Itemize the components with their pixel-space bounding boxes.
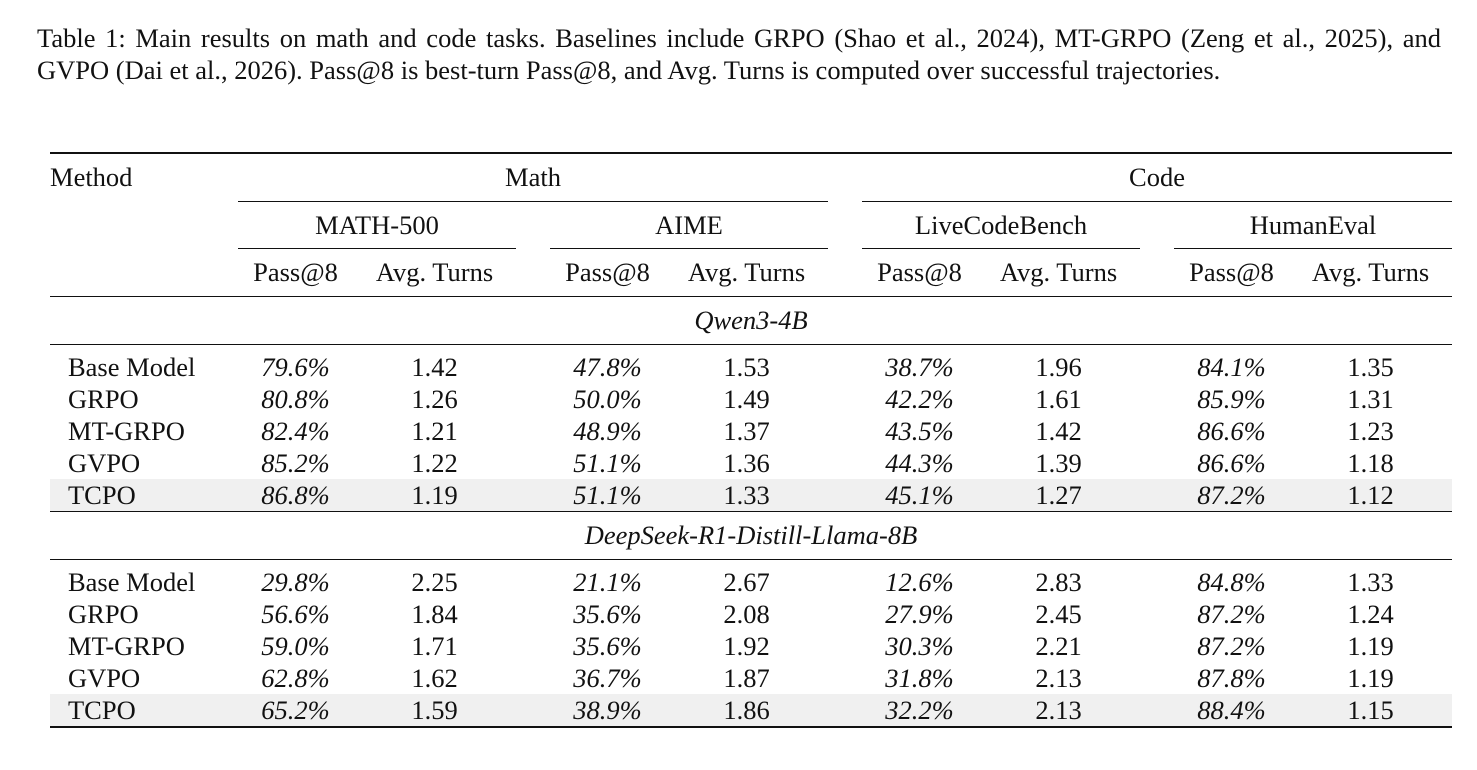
- header-method: Method: [50, 162, 133, 193]
- pass-at-8-cell: 59.0%: [261, 630, 330, 661]
- column-gap: [516, 598, 550, 630]
- column-gap: [1140, 630, 1174, 662]
- header-code: Code: [862, 153, 1452, 202]
- pass-at-8-cell: 35.6%: [573, 630, 642, 661]
- pass-at-8-cell: 44.3%: [885, 447, 954, 478]
- avg-turns-cell: 1.26: [411, 383, 458, 414]
- pass-at-8-cell: 30.3%: [885, 630, 954, 661]
- column-gap: [828, 598, 862, 630]
- pass-at-8-cell: 56.6%: [261, 598, 330, 629]
- pass-at-8-cell: 88.4%: [1174, 694, 1289, 727]
- column-gap: [516, 383, 550, 415]
- avg-turns-cell: 1.96: [1035, 351, 1082, 382]
- column-gap: [1140, 383, 1174, 415]
- header-dataset: MATH-500: [238, 202, 516, 249]
- pass-at-8-cell: 85.2%: [261, 447, 330, 478]
- column-gap: [516, 662, 550, 694]
- pass-at-8-cell: 82.4%: [261, 415, 330, 446]
- avg-turns-cell: 2.08: [723, 598, 770, 629]
- column-gap: [828, 383, 862, 415]
- pass-at-8-cell: 45.1%: [862, 479, 977, 512]
- avg-turns-cell: 1.84: [411, 598, 458, 629]
- column-gap: [828, 560, 862, 599]
- method-name: MT-GRPO: [68, 630, 185, 661]
- header-row-datasets: [50, 202, 1452, 249]
- avg-turns-cell: 1.19: [353, 479, 516, 512]
- pass-at-8-cell: 21.1%: [573, 566, 642, 597]
- header-turns: Avg. Turns: [687, 257, 806, 287]
- header-row-metrics: [50, 249, 1452, 297]
- header-turns: Avg. Turns: [1311, 257, 1430, 287]
- column-gap: [516, 447, 550, 479]
- model-name: Qwen3-4B: [50, 297, 1452, 345]
- pass-at-8-cell: 85.9%: [1197, 383, 1266, 414]
- pass-at-8-cell: 32.2%: [862, 694, 977, 727]
- column-gap: [828, 479, 862, 512]
- header-pass: Pass@8: [253, 257, 338, 287]
- column-gap: [1140, 345, 1174, 384]
- column-gap: [516, 630, 550, 662]
- pass-at-8-cell: 84.8%: [1197, 566, 1266, 597]
- table-row: [50, 630, 1452, 662]
- column-gap: [1140, 662, 1174, 694]
- column-gap: [1140, 598, 1174, 630]
- avg-turns-cell: 1.35: [1347, 351, 1394, 382]
- avg-turns-cell: 1.62: [411, 662, 458, 693]
- pass-at-8-cell: 87.2%: [1197, 630, 1266, 661]
- header-pass: Pass@8: [1189, 257, 1274, 287]
- header-pass: Pass@8: [877, 257, 962, 287]
- table-row: [50, 383, 1452, 415]
- pass-at-8-cell: 47.8%: [573, 351, 642, 382]
- avg-turns-cell: 2.13: [977, 694, 1140, 727]
- pass-at-8-cell: 86.6%: [1197, 415, 1266, 446]
- avg-turns-cell: 1.87: [723, 662, 770, 693]
- table-row: [50, 560, 1452, 599]
- avg-turns-cell: 1.19: [1347, 662, 1394, 693]
- header-turns: Avg. Turns: [999, 257, 1118, 287]
- pass-at-8-cell: 38.9%: [550, 694, 665, 727]
- method-name: Base Model: [68, 566, 196, 597]
- avg-turns-cell: 1.71: [411, 630, 458, 661]
- method-name: TCPO: [50, 479, 238, 512]
- pass-at-8-cell: 65.2%: [238, 694, 353, 727]
- pass-at-8-cell: 50.0%: [573, 383, 642, 414]
- header-pass: Pass@8: [565, 257, 650, 287]
- table-body: [50, 297, 1452, 728]
- model-name: DeepSeek-R1-Distill-Llama-8B: [50, 512, 1452, 560]
- header-dataset: LiveCodeBench: [862, 202, 1140, 249]
- avg-turns-cell: 2.21: [1035, 630, 1082, 661]
- method-name: Base Model: [68, 351, 196, 382]
- column-gap: [828, 694, 862, 727]
- pass-at-8-cell: 79.6%: [261, 351, 330, 382]
- avg-turns-cell: 2.83: [1035, 566, 1082, 597]
- method-name: TCPO: [50, 694, 238, 727]
- column-gap: [828, 447, 862, 479]
- pass-at-8-cell: 87.2%: [1174, 479, 1289, 512]
- avg-turns-cell: 1.59: [353, 694, 516, 727]
- column-gap: [516, 345, 550, 384]
- table-row: [50, 447, 1452, 479]
- pass-at-8-cell: 35.6%: [573, 598, 642, 629]
- avg-turns-cell: 2.13: [1035, 662, 1082, 693]
- avg-turns-cell: 1.42: [1035, 415, 1082, 446]
- pass-at-8-cell: 51.1%: [573, 447, 642, 478]
- column-gap: [1140, 415, 1174, 447]
- pass-at-8-cell: 87.2%: [1197, 598, 1266, 629]
- avg-turns-cell: 1.23: [1347, 415, 1394, 446]
- avg-turns-cell: 2.25: [411, 566, 458, 597]
- pass-at-8-cell: 48.9%: [573, 415, 642, 446]
- header-dataset: HumanEval: [1174, 202, 1452, 249]
- column-gap: [828, 345, 862, 384]
- avg-turns-cell: 1.53: [723, 351, 770, 382]
- avg-turns-cell: 1.92: [723, 630, 770, 661]
- pass-at-8-cell: 84.1%: [1197, 351, 1266, 382]
- header-row-domains: [50, 153, 1452, 202]
- avg-turns-cell: 1.33: [665, 479, 828, 512]
- table-row: [50, 415, 1452, 447]
- avg-turns-cell: 1.15: [1289, 694, 1452, 727]
- model-group-header: [50, 512, 1452, 560]
- avg-turns-cell: 1.36: [723, 447, 770, 478]
- table-row: [50, 479, 1452, 512]
- table-row: [50, 694, 1452, 727]
- header-dataset: AIME: [550, 202, 828, 249]
- pass-at-8-cell: 36.7%: [573, 662, 642, 693]
- avg-turns-cell: 1.19: [1347, 630, 1394, 661]
- method-name: GRPO: [68, 598, 139, 629]
- pass-at-8-cell: 62.8%: [261, 662, 330, 693]
- pass-at-8-cell: 29.8%: [261, 566, 330, 597]
- pass-at-8-cell: 38.7%: [885, 351, 954, 382]
- avg-turns-cell: 1.24: [1347, 598, 1394, 629]
- avg-turns-cell: 1.33: [1347, 566, 1394, 597]
- pass-at-8-cell: 27.9%: [885, 598, 954, 629]
- avg-turns-cell: 2.67: [723, 566, 770, 597]
- pass-at-8-cell: 80.8%: [261, 383, 330, 414]
- method-name: GRPO: [68, 383, 139, 414]
- column-gap: [828, 662, 862, 694]
- header-math: Math: [238, 153, 828, 202]
- column-gap: [828, 630, 862, 662]
- avg-turns-cell: 1.37: [723, 415, 770, 446]
- method-name: GVPO: [68, 447, 141, 478]
- method-name: MT-GRPO: [68, 415, 185, 446]
- pass-at-8-cell: 12.6%: [885, 566, 954, 597]
- method-name: GVPO: [68, 662, 141, 693]
- header-turns: Avg. Turns: [375, 257, 494, 287]
- column-gap: [828, 415, 862, 447]
- avg-turns-cell: 1.86: [665, 694, 828, 727]
- results-table: [50, 152, 1452, 728]
- avg-turns-cell: 1.27: [977, 479, 1140, 512]
- table-caption: Table 1: Main results on math and code tasks. Baselines include GRPO (Shao et al., 2024), MT-GRPO (Zeng et al., 2025), and GVPO (Dai et al., 2026). Pass@8 is best-turn Pass@8, and Avg. Turns is computed over successful trajectories.: [37, 23, 1441, 85]
- avg-turns-cell: 1.31: [1347, 383, 1394, 414]
- avg-turns-cell: 1.49: [723, 383, 770, 414]
- avg-turns-cell: 1.61: [1035, 383, 1082, 414]
- avg-turns-cell: 1.18: [1347, 447, 1394, 478]
- pass-at-8-cell: 31.8%: [885, 662, 954, 693]
- pass-at-8-cell: 86.6%: [1197, 447, 1266, 478]
- avg-turns-cell: 1.39: [1035, 447, 1082, 478]
- table-row: [50, 345, 1452, 384]
- column-gap: [1140, 694, 1174, 727]
- column-gap: [516, 694, 550, 727]
- model-group-header: [50, 297, 1452, 345]
- table-row: [50, 598, 1452, 630]
- avg-turns-cell: 1.12: [1289, 479, 1452, 512]
- column-gap: [1140, 479, 1174, 512]
- avg-turns-cell: 1.21: [411, 415, 458, 446]
- column-gap: [516, 415, 550, 447]
- pass-at-8-cell: 51.1%: [550, 479, 665, 512]
- column-gap: [516, 560, 550, 599]
- pass-at-8-cell: 43.5%: [885, 415, 954, 446]
- pass-at-8-cell: 42.2%: [885, 383, 954, 414]
- pass-at-8-cell: 86.8%: [238, 479, 353, 512]
- column-gap: [516, 479, 550, 512]
- pass-at-8-cell: 87.8%: [1197, 662, 1266, 693]
- avg-turns-cell: 2.45: [1035, 598, 1082, 629]
- column-gap: [1140, 447, 1174, 479]
- avg-turns-cell: 1.22: [411, 447, 458, 478]
- column-gap: [1140, 560, 1174, 599]
- avg-turns-cell: 1.42: [411, 351, 458, 382]
- table-row: [50, 662, 1452, 694]
